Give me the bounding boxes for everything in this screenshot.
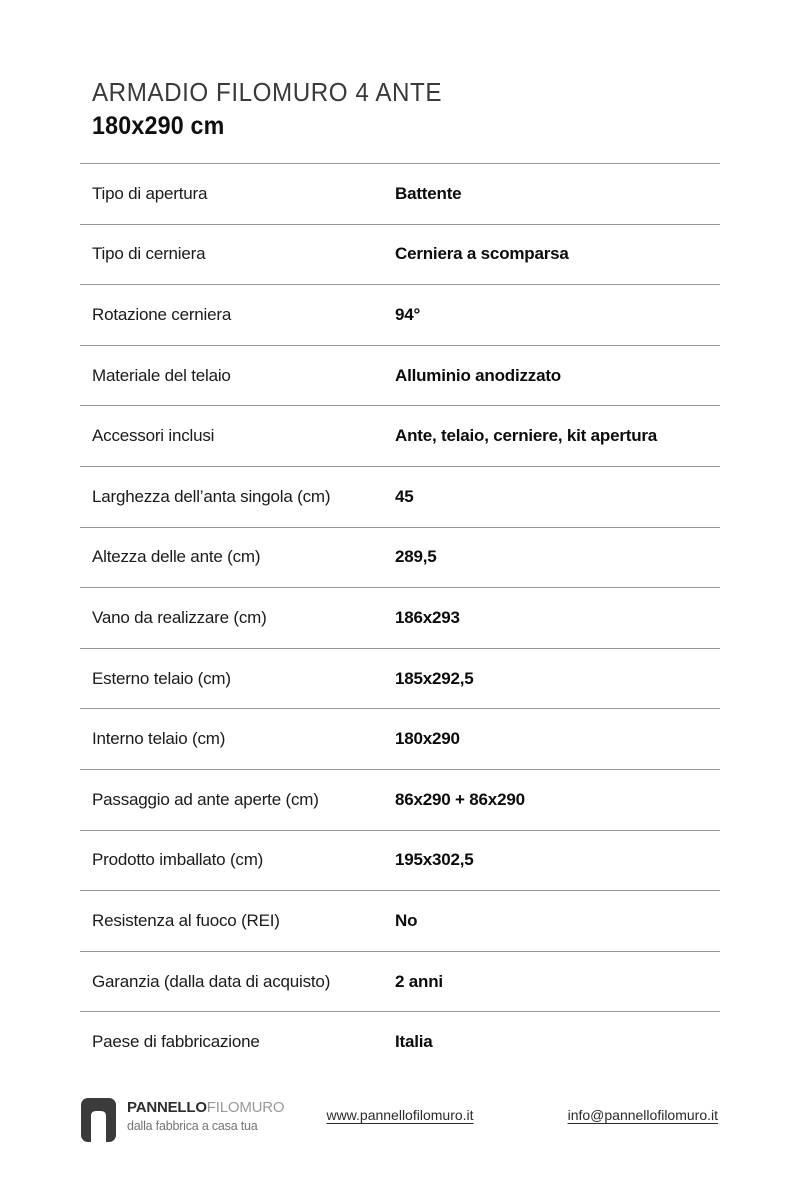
spec-row-esterno-telaio (80, 648, 720, 709)
spec-label: Vano da realizzare (cm) (92, 607, 267, 627)
spec-value: Alluminio anodizzato (395, 365, 561, 385)
spec-value: Cerniera a scomparsa (395, 244, 569, 264)
spec-value: 45 (395, 486, 414, 506)
brand-name-bold: PANNELLO (127, 1099, 207, 1116)
spec-value: 2 anni (395, 971, 443, 991)
spec-value: 86x290 + 86x290 (395, 789, 525, 809)
spec-label: Paese di fabbricazione (92, 1032, 260, 1052)
spec-table (80, 163, 720, 1072)
spec-label: Accessori inclusi (92, 426, 215, 446)
spec-row-interno-telaio (80, 708, 720, 769)
spec-label: Esterno telaio (cm) (92, 668, 231, 688)
spec-row-vano-da-realizzare (80, 587, 720, 648)
spec-label: Passaggio ad ante aperte (cm) (92, 789, 319, 809)
spec-row-resistenza-fuoco (80, 890, 720, 951)
spec-row-rotazione-cerniera (80, 284, 720, 345)
spec-label: Altezza delle ante (cm) (92, 547, 261, 567)
spec-row-altezza-ante (80, 527, 720, 588)
spec-value: Italia (395, 1032, 433, 1052)
spec-row-accessori-inclusi (80, 405, 720, 466)
product-size: 180x290 cm (92, 112, 225, 141)
spec-row-garanzia (80, 951, 720, 1012)
page-header (92, 79, 442, 140)
spec-value: 195x302,5 (395, 850, 474, 870)
spec-value: No (395, 910, 418, 930)
brand-text (127, 1098, 284, 1133)
brand-logo (81, 1098, 284, 1142)
spec-row-larghezza-anta (80, 466, 720, 527)
brand-name (127, 1100, 284, 1115)
brand-tagline: dalla fabbrica a casa tua (127, 1119, 258, 1133)
spec-label: Larghezza dell’anta singola (cm) (92, 486, 331, 506)
spec-label: Materiale del telaio (92, 365, 231, 385)
brand-name-light: FILOMURO (206, 1099, 285, 1116)
product-title: ARMADIO FILOMURO 4 ANTE (92, 77, 443, 107)
spec-value: Battente (395, 183, 462, 203)
spec-value: 186x293 (395, 607, 460, 627)
spec-label: Rotazione cerniera (92, 304, 232, 324)
spec-row-materiale-telaio (80, 345, 720, 406)
spec-row-paese-fabbricazione (80, 1011, 720, 1072)
spec-value: 180x290 (395, 729, 460, 749)
spec-value: 185x292,5 (395, 668, 474, 688)
spec-row-tipo-apertura (80, 163, 720, 224)
email-link[interactable]: info@pannellofilomuro.it (567, 1107, 718, 1123)
spec-label: Prodotto imballato (cm) (92, 850, 264, 870)
spec-row-tipo-cerniera (80, 224, 720, 285)
spec-label: Garanzia (dalla data di acquisto) (92, 971, 331, 991)
website-link[interactable]: www.pannellofilomuro.it (326, 1107, 474, 1123)
door-frame-icon (81, 1098, 116, 1142)
spec-label: Tipo di cerniera (92, 244, 206, 264)
spec-label: Tipo di apertura (92, 183, 208, 203)
spec-label: Interno telaio (cm) (92, 729, 226, 749)
spec-label: Resistenza al fuoco (REI) (92, 910, 280, 930)
spec-row-prodotto-imballato (80, 830, 720, 891)
spec-value: 94° (395, 304, 421, 324)
spec-row-passaggio-ante-aperte (80, 769, 720, 830)
spec-value: 289,5 (395, 547, 437, 567)
spec-value: Ante, telaio, cerniere, kit apertura (395, 426, 658, 446)
